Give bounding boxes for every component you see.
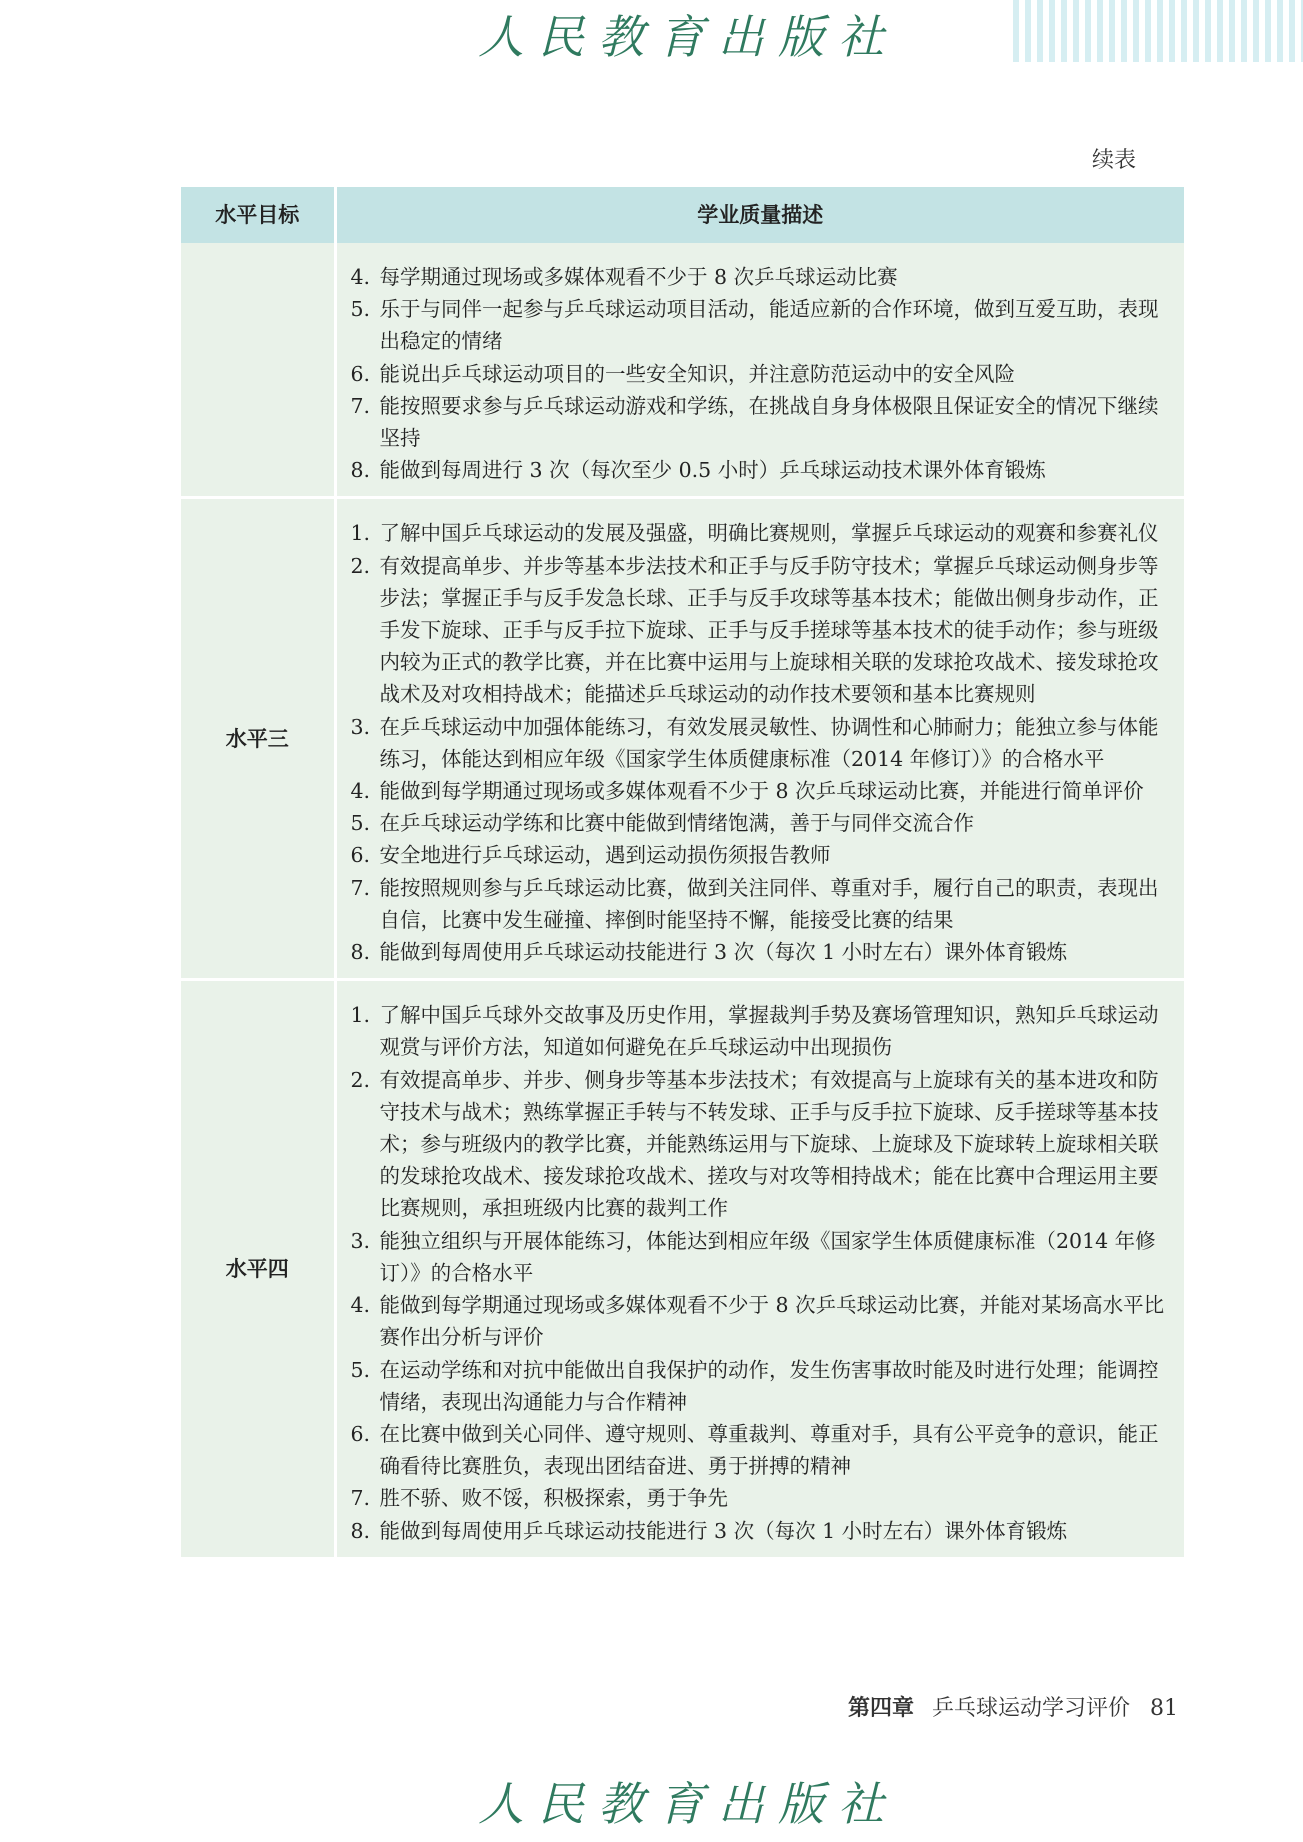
list-item <box>351 454 1175 486</box>
item-number: 2. <box>350 553 371 578</box>
list-item <box>351 775 1175 807</box>
description-cell <box>335 980 1184 1558</box>
publisher-logo-header: 人民教育出版社 <box>478 10 898 64</box>
publisher-logo-footer: 人民教育出版社 <box>478 1777 898 1831</box>
list-item <box>351 1354 1175 1418</box>
page-number: 81 <box>1150 1696 1178 1721</box>
table-row <box>181 243 1184 498</box>
item-text: 在乒乓球运动学练和比赛中能做到情绪饱满，善于与同伴交流合作 <box>379 811 974 836</box>
item-number: 2. <box>350 1067 371 1092</box>
level-cell: 水平四 <box>181 980 335 1558</box>
item-number: 8. <box>350 1518 371 1543</box>
item-number: 4. <box>350 779 371 804</box>
quality-standards-table <box>181 187 1184 1560</box>
list-item <box>351 936 1175 968</box>
header-level-goal: 水平目标 <box>181 187 335 243</box>
item-text: 能做到每周进行 3 次（每次至少 0.5 小时）乒乓球运动技术课外体育锻炼 <box>379 458 1046 483</box>
item-text: 每学期通过现场或多媒体观看不少于 8 次乒乓球运动比赛 <box>379 265 898 289</box>
list-item <box>351 1482 1175 1514</box>
item-number: 8. <box>350 458 371 483</box>
item-text: 能做到每学期通过现场或多媒体观看不少于 8 次乒乓球运动比赛，并能对某场高水平比赛作出分析与评价 <box>379 1293 1165 1350</box>
chapter-label: 第四章 <box>847 1695 914 1721</box>
list-item <box>351 1515 1175 1547</box>
item-number: 1. <box>350 521 371 546</box>
list-item <box>351 517 1175 549</box>
description-cell <box>335 498 1184 980</box>
item-number: 5. <box>350 1357 371 1382</box>
item-text: 了解中国乒乓球运动的发展及强盛，明确比赛规则，掌握乒乓球运动的观赛和参赛礼仪 <box>379 521 1159 546</box>
level-cell: 水平三 <box>181 498 335 980</box>
description-list <box>351 999 1175 1546</box>
item-text: 能按照规则参与乒乓球运动比赛，做到关注同伴、尊重对手，履行自己的职责，表现出自信，比赛中发生碰撞、摔倒时能坚持不懈，能接受比赛的结果 <box>379 875 1159 932</box>
list-item <box>351 1289 1175 1353</box>
list-item <box>351 390 1175 454</box>
table-header-row <box>181 187 1184 243</box>
list-item <box>351 293 1175 357</box>
page-footer <box>848 1691 1178 1722</box>
item-number: 7. <box>350 875 371 900</box>
item-text: 有效提高单步、并步等基本步法技术和正手与反手防守技术；掌握乒乓球运动侧身步等步法；掌握正手与反手发急长球、正手与反手攻球等基本技术；能做出侧身步动作，正手发下旋球、正手与反手拉下旋球、正手与反手搓球等基本技术的徒手动作；参与班级内较为正式的教学比赛，并在比赛中运用与上旋球相关联的发球抢攻战术、接发球抢攻战术及对攻相持战术；能描述乒乓球运动的动作技术要领和基本比赛规则 <box>379 553 1159 707</box>
item-text: 在运动学练和对抗中能做出自我保护的动作，发生伤害事故时能及时进行处理；能调控情绪，表现出沟通能力与合作精神 <box>379 1357 1159 1414</box>
item-number: 3. <box>350 714 371 739</box>
item-text: 了解中国乒乓球外交故事及历史作用，掌握裁判手势及赛场管理知识，熟知乒乓球运动观赏与评价方法，知道如何避免在乒乓球运动中出现损伤 <box>379 1003 1159 1060</box>
list-item <box>351 807 1175 839</box>
list-item <box>351 358 1175 390</box>
item-text: 乐于与同伴一起参与乒乓球运动项目活动，能适应新的合作环境，做到互爱互助，表现出稳定的情绪 <box>379 297 1159 354</box>
header-quality-description: 学业质量描述 <box>335 187 1184 243</box>
item-text: 能做到每周使用乒乓球运动技能进行 3 次（每次 1 小时左右）课外体育锻炼 <box>379 1518 1068 1543</box>
list-item <box>351 999 1175 1063</box>
table-row <box>181 498 1184 980</box>
chapter-title: 乒乓球运动学习评价 <box>931 1696 1130 1721</box>
item-number: 1. <box>350 1003 371 1028</box>
list-item <box>351 261 1175 293</box>
item-number: 8. <box>350 940 371 965</box>
item-number: 6. <box>350 361 371 386</box>
item-text: 能独立组织与开展体能练习，体能达到相应年级《国家学生体质健康标准（2014 年修订）》的合格水平 <box>379 1228 1156 1285</box>
item-number: 4. <box>350 1293 371 1318</box>
list-item <box>351 839 1175 871</box>
item-text: 能做到每学期通过现场或多媒体观看不少于 8 次乒乓球运动比赛，并能进行简单评价 <box>379 779 1144 804</box>
item-text: 能按照要求参与乒乓球运动游戏和学练，在挑战自身身体极限且保证安全的情况下继续坚持 <box>379 393 1159 451</box>
item-number: 3. <box>350 1228 371 1253</box>
continued-table-label: 续表 <box>1091 148 1136 173</box>
item-number: 6. <box>350 1421 371 1446</box>
item-text: 胜不骄、败不馁，积极探索，勇于争先 <box>379 1486 728 1511</box>
level-cell <box>181 243 335 498</box>
item-number: 6. <box>350 843 371 868</box>
description-cell <box>335 243 1184 498</box>
list-item <box>351 550 1175 711</box>
item-number: 7. <box>350 393 371 418</box>
table-row <box>181 980 1184 1558</box>
item-number: 7. <box>350 1486 371 1511</box>
header-stripe-decoration <box>1013 0 1303 62</box>
description-list <box>351 261 1175 486</box>
item-text: 在乒乓球运动中加强体能练习，有效发展灵敏性、协调性和心肺耐力；能独立参与体能练习，体能达到相应年级《国家学生体质健康标准（2014 年修订）》的合格水平 <box>379 714 1159 771</box>
description-list <box>351 517 1175 968</box>
list-item <box>351 872 1175 936</box>
item-number: 5. <box>350 297 371 322</box>
list-item <box>351 1418 1175 1482</box>
list-item <box>351 1225 1175 1289</box>
list-item <box>351 711 1175 775</box>
item-text: 安全地进行乒乓球运动，遇到运动损伤须报告教师 <box>379 843 831 868</box>
item-number: 5. <box>350 811 371 836</box>
item-number: 4. <box>350 265 371 289</box>
item-text: 能说出乒乓球运动项目的一些安全知识，并注意防范运动中的安全风险 <box>379 361 1015 386</box>
item-text: 能做到每周使用乒乓球运动技能进行 3 次（每次 1 小时左右）课外体育锻炼 <box>379 940 1068 965</box>
item-text: 在比赛中做到关心同伴、遵守规则、尊重裁判、尊重对手，具有公平竞争的意识，能正确看待比赛胜负，表现出团结奋进、勇于拼搏的精神 <box>379 1421 1159 1479</box>
item-text: 有效提高单步、并步、侧身步等基本步法技术；有效提高与上旋球有关的基本进攻和防守技术与战术；熟练掌握正手转与不转发球、正手与反手拉下旋球、反手搓球等基本技术；参与班级内的教学比赛，并能熟练运用与下旋球、上旋球及下旋球转上旋球相关联的发球抢攻战术、接发球抢攻战术、搓攻与对攻等相持战术；能在比赛中合理运用主要比赛规则，承担班级内比赛的裁判工作 <box>379 1067 1159 1221</box>
list-item <box>351 1064 1175 1225</box>
